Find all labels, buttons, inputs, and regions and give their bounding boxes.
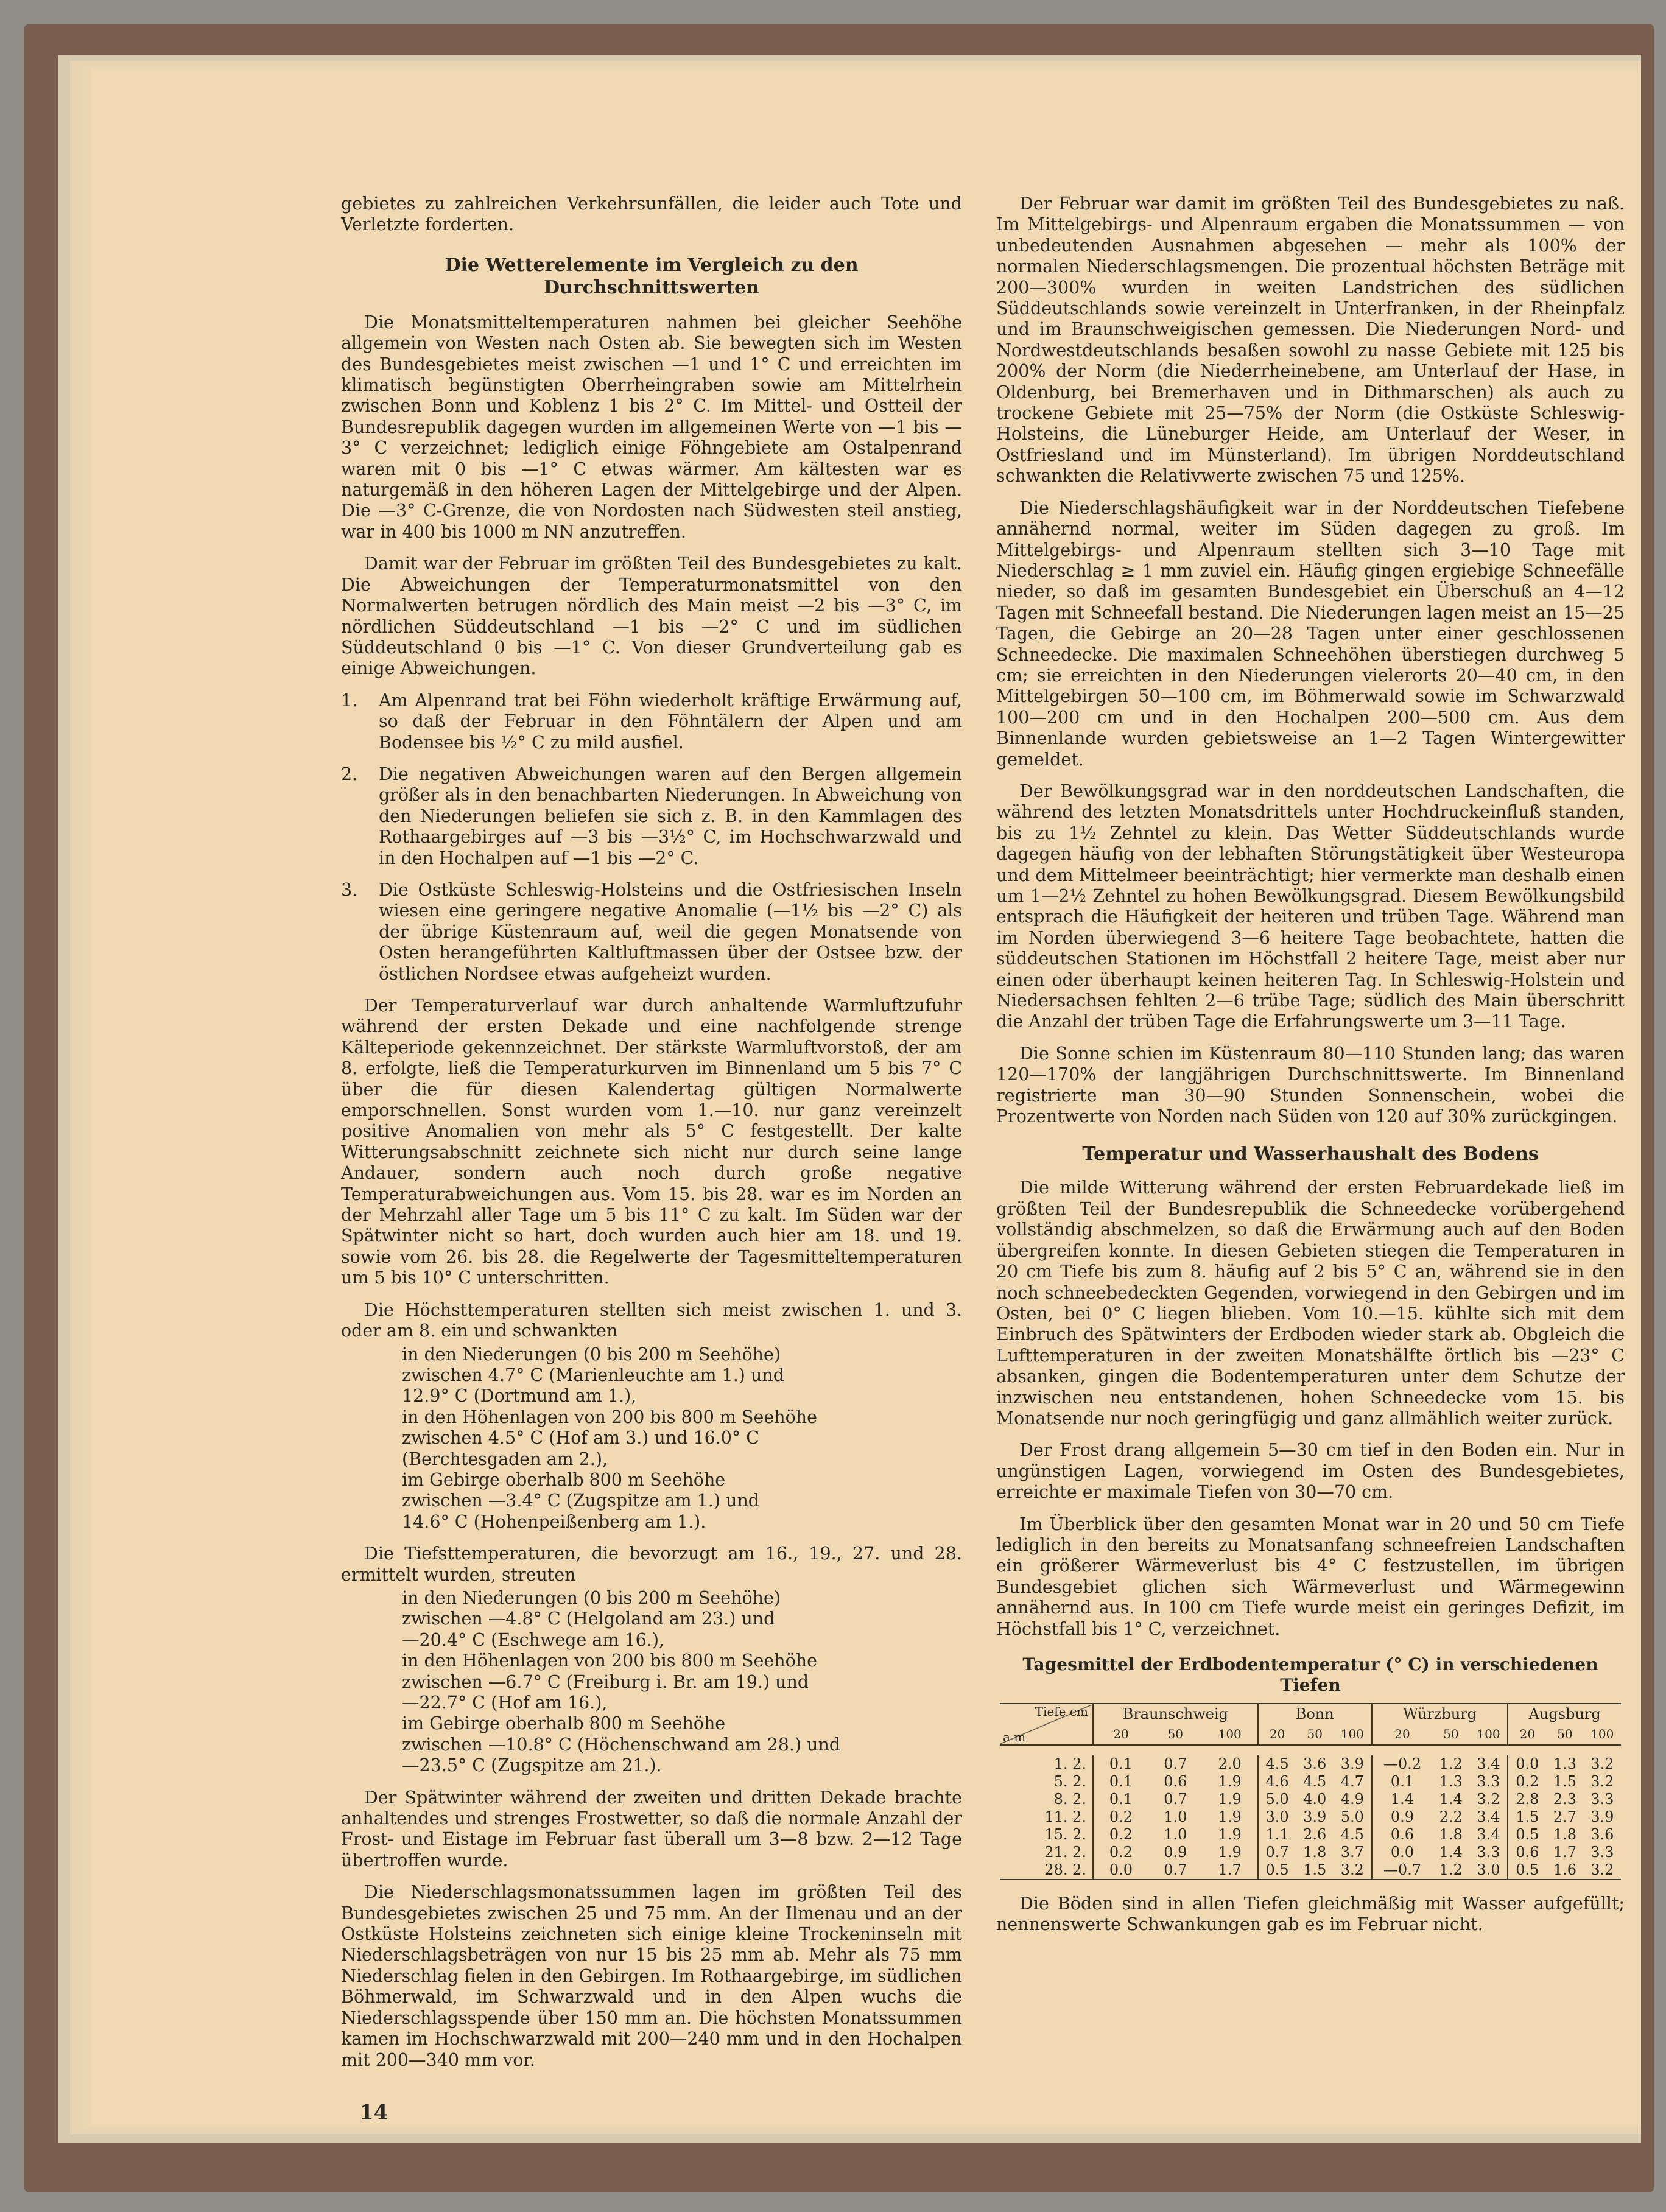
table-spacer xyxy=(1000,1745,1621,1755)
paragraph: Der Februar war damit im größten Teil des Bundesgebietes zu naß. Im Mittelgebirgs- und Alpenraum ergaben die Monatssummen — von unbedeutenden Ausnahmen abgesehen — mehr als 100% der normalen Niederschlagsmengen. Die prozentual höchsten Beträge mit 200—300% wurden in weiten Landstrichen des südlichen Süddeutschlands sowie vereinzelt in Unterfranken, in der Rheinpfalz und im Braunschweigischen gemessen. Die Niederungen Nord- und Nordwestdeutschlands besaßen sowohl zu nasse Gebiete mit 125 bis 200% der Norm (die Niederrheinebene, am Unterlauf der Hase, in Oldenburg, bei Bremerhaven und in Dithmarschen) als auch zu trockene Gebiete mit 25—75% der Norm (die Ostküste Schleswig-Holsteins, die Lüneburger Heide, am Unterlauf der Weser, in Ostfriesland und im Münsterland). Im übrigen Norddeutschland schwankten die Relativwerte zwischen 75 und 125%. xyxy=(996,194,1625,486)
temperature-cell: 4.7 xyxy=(1340,1773,1364,1790)
paragraph: Damit war der Februar im größten Teil des Bundesgebietes zu kalt. Die Abweichungen der Temperaturmonatsmittel von den Normalwerten betrugen nördlich des Main meist —2 bis —3° C, im nördlichen Süddeutschland —1 bis —2° C und im südlichen Süddeutschland 0 bis —1° C. Von dieser Grundverteilung gab es einige Abweichungen. xyxy=(341,553,962,679)
depth-header: 20 xyxy=(1093,1724,1148,1745)
temperature-cell: 0.0 xyxy=(1093,1861,1148,1880)
paragraph: Die Niederschlagshäufigkeit war in der Norddeutschen Tiefebene annähernd normal, weiter im Süden dagegen zu groß. Im Mittelgebirgs- und Alpenraum stellten sich 3—10 Tage mit Niederschlag ≥ 1 mm zuviel ein. Häufig gingen ergiebige Schneefälle nieder, so daß im gesamten Bundesgebiet ein Überschuß an 4—12 Tagen mit Schneefall bestand. Die Niederungen lagen meist an 15—25 Tagen, die Gebirge an 20—28 Tagen unter einer geschlossenen Schneedecke. Die maximalen Schneehöhen überstiegen durchweg 5 cm; sie erreichten in den Niederungen vielerorts 20—40 cm, in den Mittelgebirgen 50—100 cm, im Böhmerwald sowie im Schwarzwald 100—200 cm und in den Hochalpen 200—500 cm. Aus dem Binnenlande wurden gebietsweise an 1—2 Tagen Wintergewitter gemeldet. xyxy=(996,497,1625,770)
table-row xyxy=(1000,1808,1621,1826)
temperature-cell: 3.7 xyxy=(1340,1844,1364,1861)
temperature-cell: 3.6 xyxy=(1303,1755,1327,1772)
text-line: in den Niederungen (0 bis 200 m Seehöhe) xyxy=(402,1344,781,1364)
temperature-cell: 3.0 xyxy=(1258,1808,1296,1826)
temperature-cell: 4.9 xyxy=(1340,1791,1364,1808)
section-heading: Die Wetterelemente im Vergleich zu den Durchschnittswerten xyxy=(445,254,859,298)
temperature-cell: 3.2 xyxy=(1340,1861,1364,1878)
temperature-cell: 1.6 xyxy=(1553,1861,1576,1878)
depth-header: 20 xyxy=(1258,1724,1296,1745)
text-line: in den Niederungen (0 bis 200 m Seehöhe) xyxy=(402,1587,781,1608)
anomaly-list xyxy=(341,690,962,985)
text-line: im Gebirge oberhalb 800 m Seehöhe xyxy=(402,1469,726,1490)
temperature-cell: 2.0 xyxy=(1218,1755,1242,1772)
date-cell: 1. 2. xyxy=(1053,1755,1086,1772)
temperature-cell: 2.2 xyxy=(1439,1808,1463,1825)
temperature-cell: 0.5 xyxy=(1258,1861,1296,1880)
intro-paragraph: gebietes zu zahlreichen Verkehrsunfällen, die leider auch Tote und Verletzte forderten. xyxy=(341,194,962,235)
temperature-cell: 2.6 xyxy=(1303,1826,1327,1843)
section-heading: Temperatur und Wasserhaushalt des Bodens xyxy=(1082,1143,1539,1165)
temperature-cell: 1.8 xyxy=(1303,1844,1327,1861)
temperature-cell: 2.7 xyxy=(1553,1808,1576,1825)
temperature-cell: 5.0 xyxy=(1340,1808,1364,1825)
text-line: in den Höhenlagen von 200 bis 800 m Seehöhe xyxy=(402,1651,817,1671)
city-header: Braunschweig xyxy=(1093,1704,1258,1724)
temperature-cell: 3.4 xyxy=(1477,1755,1500,1772)
text-line: zwischen —10.8° C (Höchenschwand am 28.) und xyxy=(402,1734,841,1755)
temperature-cell: 0.1 xyxy=(1372,1773,1432,1791)
table-row xyxy=(1000,1773,1621,1791)
temperature-cell: 0.6 xyxy=(1372,1826,1432,1844)
temperature-cell: 0.7 xyxy=(1164,1861,1187,1878)
table-corner-header xyxy=(1000,1704,1093,1745)
temperature-cell: 1.9 xyxy=(1218,1808,1242,1825)
temperature-cell: —0.7 xyxy=(1372,1861,1432,1880)
paragraph: Die Monatsmitteltemperaturen nahmen bei gleicher Seehöhe allgemein von Westen nach Osten ab. Sie bewegten sich im Westen des Bundesgebietes meist zwischen —1 und 1° C und erreichten im klimatisch begünstigten Oberrheingraben sowie am Mittelrhein zwischen Bonn und Koblenz 1 bis 2° C. Im Mittel- und Ostteil der Bundesrepublik dagegen wurden im allgemeinen Werte von —1 bis —3° C verzeichnet; lediglich einige Föhngebiete am Ostalpenrand waren mit 0 bis —1° C etwas wärmer. Am kältesten war es naturgemäß in den höheren Lagen der Mittelgebirge und der Alpen. Die —3° C-Grenze, die von Nordosten nach Südwesten steil anstieg, war in 400 bis 1000 m NN anzutreffen. xyxy=(341,312,962,542)
text-line: zwischen 4.5° C (Hof am 3.) und 16.0° C xyxy=(402,1428,760,1448)
temperature-cell: 0.7 xyxy=(1164,1791,1187,1808)
temperature-cell: 0.2 xyxy=(1508,1773,1546,1791)
temperature-cell: 0.7 xyxy=(1164,1755,1187,1772)
temperature-cell: 0.2 xyxy=(1093,1844,1148,1861)
temperature-cell: 1.8 xyxy=(1439,1826,1463,1843)
table-row xyxy=(1000,1861,1621,1880)
text-line: 12.9° C (Dortmund am 1.), xyxy=(402,1386,637,1406)
temperature-cell: 1.4 xyxy=(1439,1844,1463,1861)
temperature-cell: 1.5 xyxy=(1303,1861,1327,1878)
text-line: im Gebirge oberhalb 800 m Seehöhe xyxy=(402,1713,726,1734)
text-line: zwischen —3.4° C (Zugspitze am 1.) und xyxy=(402,1490,760,1511)
temperature-cell: 3.2 xyxy=(1590,1755,1614,1772)
temperature-cell: 1.1 xyxy=(1258,1826,1296,1844)
temperature-cell: 4.5 xyxy=(1303,1773,1327,1790)
temperature-cell: 1.4 xyxy=(1372,1791,1432,1808)
temperature-cell: 0.2 xyxy=(1093,1808,1148,1826)
text-line: zwischen —6.7° C (Freiburg i. Br. am 19.) und xyxy=(402,1671,809,1692)
temperature-cell: 2.3 xyxy=(1553,1791,1576,1808)
temperature-cell: 1.5 xyxy=(1508,1808,1546,1826)
date-cell: 5. 2. xyxy=(1053,1773,1086,1790)
temperature-cell: —0.2 xyxy=(1372,1755,1432,1773)
temperature-cell: 2.8 xyxy=(1508,1791,1546,1808)
temperature-cell: 1.9 xyxy=(1218,1844,1242,1861)
corner-date-label: a m xyxy=(1003,1730,1026,1744)
temperature-cell: 0.9 xyxy=(1372,1808,1432,1826)
left-column xyxy=(341,194,962,2082)
temperature-cell: 0.6 xyxy=(1164,1773,1187,1790)
temperature-cell: 1.0 xyxy=(1164,1826,1187,1843)
temperature-cell: 0.7 xyxy=(1258,1844,1296,1861)
temperature-cell: 1.2 xyxy=(1439,1861,1463,1878)
temperature-cell: 3.9 xyxy=(1340,1755,1364,1772)
temperature-cell: 1.4 xyxy=(1439,1791,1463,1808)
temperature-cell: 1.3 xyxy=(1553,1755,1576,1772)
temperature-cell: 0.5 xyxy=(1508,1861,1546,1880)
temperature-cell: 1.2 xyxy=(1439,1755,1463,1772)
temperature-cell: 1.9 xyxy=(1218,1773,1242,1790)
temperature-cell: 3.6 xyxy=(1590,1826,1614,1843)
date-cell: 11. 2. xyxy=(1044,1808,1086,1825)
temperature-cell: 3.3 xyxy=(1477,1844,1500,1861)
temperature-cell: 5.0 xyxy=(1258,1791,1296,1808)
table-title: Tagesmittel der Erdbodentemperatur (° C) in verschiedenen Tiefen xyxy=(1022,1654,1598,1695)
list-item: 1. Am Alpenrand trat bei Föhn wiederholt kräftige Erwärmung auf, so daß der Februar in den Föhntälern der Alpen und am Bodensee bis ½° C zu mild ausfiel. xyxy=(341,690,962,753)
text-line: —20.4° C (Eschwege am 16.), xyxy=(402,1629,665,1650)
text-line: in den Höhenlagen von 200 bis 800 m Seehöhe xyxy=(402,1406,817,1427)
paragraph: Die milde Witterung während der ersten Februardekade ließ im größten Teil der Bundesrepublik die Schneedecke vorübergehend vollständig abschmelzen, so daß die Erwärmung auch auf den Boden übergreifen konnte. In diesen Gebieten stiegen die Temperaturen in 20 cm Tiefe bis zum 8. häufig auf 2 bis 5° C an, während sie in den noch schneebedeckten Gegenden, vorwiegend in den Gebirgen und im Osten, bei 0° C liegen blieben. Vom 10.—15. kühlte sich mit dem Einbruch des Spätwinters der Erdboden wieder stark ab. Obgleich die Lufttemperaturen in der zweiten Monatshälfte örtlich bis —23° C absanken, gingen die Bodentemperaturen unter dem Schutze der inzwischen neu entstandenen, hohen Schneedecke vom 15. bis Monatsende nur noch geringfügig und ganz allmählich weiter zurück. xyxy=(996,1178,1625,1428)
city-header: Würzburg xyxy=(1372,1704,1508,1724)
temperature-cell: 0.5 xyxy=(1508,1826,1546,1844)
temperature-cell: 0.0 xyxy=(1372,1844,1432,1861)
paragraph: Der Temperaturverlauf war durch anhaltende Warmluftzufuhr während der ersten Dekade und eine nachfolgende strenge Kälteperiode gekennzeichnet. Der stärkste Warmluftvorstoß, der am 8. erfolgte, ließ die Temperaturkurven im Binnenland um 5 bis 7° C über die für diesen Kalendertag gültigen Normalwerte emporschnellen. Sonst wurden vom 1.—10. nur ganz vereinzelt positive Anomalien von mehr als 5° C festgestellt. Der kalte Witterungsabschnitt zeichnete sich nicht nur durch seine lange Andauer, sondern auch noch durch große negative Temperaturabweichungen aus. Vom 15. bis 28. war es im Norden an der Mehrzahl aller Tage um 5 bis 11° C zu kalt. Im Süden war der Spätwinter nicht so hart, doch wurden auch hier am 18. und 19. sowie vom 26. bis 28. die Regelwerte der Tagesmitteltemperaturen um 5 bis 10° C unterschritten. xyxy=(341,995,962,1288)
table-body xyxy=(1000,1745,1621,1880)
temperature-cell: 4.5 xyxy=(1340,1826,1364,1843)
paragraph: Die Niederschlagsmonatssummen lagen im größten Teil des Bundesgebietes zwischen 25 und 75 mm. An der Ilmenau und an der Ostküste Holsteins zeichneten sich einige kleine Trockeninseln mit Niederschlagsbeträgen von nur 15 bis 25 mm ab. Mehr als 75 mm Niederschlag fielen in den Gebirgen. Im Rothaargebirge, im südlichen Böhmerwald, im Schwarzwald und in den Alpen wuchs die Niederschlagsspende über 150 mm an. Die höchsten Monatssummen kamen im Hochschwarzwald mit 200—240 mm und in den Hochalpen mit 200—340 mm vor. xyxy=(341,1882,962,2070)
table-row xyxy=(1000,1826,1621,1844)
table-row xyxy=(1000,1791,1621,1808)
temperature-cell: 1.5 xyxy=(1553,1773,1576,1790)
page-number: 14 xyxy=(359,2101,388,2125)
date-cell: 8. 2. xyxy=(1053,1791,1086,1808)
paragraph: Die Böden sind in allen Tiefen gleichmäßig mit Wasser aufgefüllt; nennenswerte Schwankungen gab es im Februar nicht. xyxy=(996,1894,1625,1935)
temperature-cell: 3.2 xyxy=(1477,1791,1500,1808)
temperature-cell: 3.2 xyxy=(1590,1861,1614,1878)
depth-header: 100 xyxy=(1477,1727,1500,1741)
temperature-cell: 1.0 xyxy=(1164,1808,1187,1825)
paragraph: Die Höchsttemperaturen stellten sich meist zwischen 1. und 3. oder am 8. ein und schwankten xyxy=(341,1299,962,1341)
temperature-cell: 0.1 xyxy=(1093,1773,1148,1791)
depth-header: 20 xyxy=(1372,1724,1432,1745)
temperature-cell: 1.7 xyxy=(1553,1844,1576,1861)
corner-depth-label: Tiefe cm xyxy=(1035,1704,1088,1719)
temperature-cell: 1.9 xyxy=(1218,1826,1242,1843)
city-header: Augsburg xyxy=(1508,1704,1621,1724)
paragraph: Der Spätwinter während der zweiten und dritten Dekade brachte anhaltendes und strenges Frostwetter, so daß die normale Anzahl der Frost- und Eistage im Februar fast überall um 3—8 bzw. 2—12 Tage übertroffen wurde. xyxy=(341,1787,962,1870)
date-cell: 15. 2. xyxy=(1044,1826,1086,1843)
paragraph: Im Überblick über den gesamten Monat war in 20 und 50 cm Tiefe lediglich in den bereits zu Monatsanfang schneefreien Landschaften ein größerer Wärmeverlust bis 4° C festzustellen, im übrigen Bundesgebiet glichen sich Wärmeverlust und Wärmegewinn annähernd aus. In 100 cm Tiefe wurde meist ein geringes Defizit, im Höchstfall bis 1° C, verzeichnet. xyxy=(996,1514,1625,1639)
temperature-cell: 4.5 xyxy=(1258,1755,1296,1773)
paragraph: Der Bewölkungsgrad war in den norddeutschen Landschaften, die während des letzten Monatsdrittels unter Hochdruckeinfluß standen, bis zu 1½ Zehntel zu klein. Das Wetter Süddeutschlands wurde dagegen häufig von der lebhaften Störungstätigkeit über Westeuropa und dem Mittelmeer beeinträchtigt; hier vermerkte man deshalb einen um 1—2½ Zehntel zu hohen Bewölkungsgrad. Diesem Bewölkungsbild entsprach die Häufigkeit der heiteren und trüben Tage. Während man im Norden überwiegend 3—6 heitere Tage beobachtete, hatten die süddeutschen Stationen im Höchstfall 2 heitere Tage, meist aber nur einen oder überhaupt keinen heiteren Tag. In Schleswig-Holstein und Niedersachsen fehlten 2—6 trübe Tage; südlich des Main überschritt die Anzahl der trüben Tage die Erfahrungswerte um 3—11 Tage. xyxy=(996,781,1625,1032)
temperature-cell: 0.1 xyxy=(1093,1755,1148,1773)
temperature-cell: 3.3 xyxy=(1590,1791,1614,1808)
temperature-cell: 1.7 xyxy=(1218,1861,1242,1878)
depth-header: 20 xyxy=(1508,1724,1546,1745)
depth-header: 50 xyxy=(1307,1727,1323,1741)
temperature-cell: 0.0 xyxy=(1508,1755,1546,1773)
paragraph: Die Sonne schien im Küstenraum 80—110 Stunden lang; das waren 120—170% der langjährigen Durchschnittswerte. Im Binnenland registrierte man 30—90 Stunden Sonnenschein, wobei die Prozentwerte von Norden nach Süden von 120 auf 30% zurückgingen. xyxy=(996,1043,1625,1127)
temperature-cell: 4.0 xyxy=(1303,1791,1327,1808)
soil-temperature-table xyxy=(1000,1703,1621,1880)
depth-header: 50 xyxy=(1557,1727,1573,1741)
right-column xyxy=(996,194,1625,1947)
text-line: zwischen —4.8° C (Helgoland am 23.) und xyxy=(402,1609,775,1629)
max-temp-lines xyxy=(402,1344,962,1533)
temperature-cell: 3.9 xyxy=(1303,1808,1327,1825)
temperature-cell: 3.4 xyxy=(1477,1808,1500,1825)
temperature-cell: 0.1 xyxy=(1093,1791,1148,1808)
list-item: 2. Die negativen Abweichungen waren auf den Bergen allgemein größer als in den benachbarten Niederungen. In Abweichung von den Niederungen beliefen sie sich z. B. in den Kammlagen des Rothaargebirges auf —3 bis —3½° C, im Hochschwarzwald und in den Hochalpen auf —1 bis —2° C. xyxy=(341,764,962,868)
temperature-cell: 1.3 xyxy=(1439,1773,1463,1790)
temperature-cell: 1.9 xyxy=(1218,1791,1242,1808)
temperature-cell: 3.9 xyxy=(1590,1808,1614,1825)
temperature-cell: 0.9 xyxy=(1164,1844,1187,1861)
depth-header: 100 xyxy=(1340,1727,1364,1741)
depth-header: 50 xyxy=(1167,1727,1184,1741)
temperature-cell: 3.2 xyxy=(1590,1773,1614,1790)
table-row xyxy=(1000,1844,1621,1861)
depth-header: 50 xyxy=(1443,1727,1459,1741)
date-cell: 28. 2. xyxy=(1044,1861,1086,1878)
temperature-cell: 3.3 xyxy=(1590,1844,1614,1861)
text-line: —23.5° C (Zugspitze am 21.). xyxy=(402,1755,662,1776)
temperature-cell: 3.4 xyxy=(1477,1826,1500,1843)
list-item: 3. Die Ostküste Schleswig-Holsteins und die Ostfriesischen Inseln wiesen eine geringere negative Anomalie (—1½ bis —2° C) als der übrige Küstenraum auf, weil die gegen Monatsende von Osten herangeführten Kaltluftmassen über der Ostsee bzw. der östlichen Nordsee etwas aufgeheizt wurden. xyxy=(341,879,962,984)
text-line: —22.7° C (Hof am 16.), xyxy=(402,1693,608,1713)
min-temp-lines xyxy=(402,1588,962,1777)
temperature-cell: 4.6 xyxy=(1258,1773,1296,1791)
paragraph: Die Tiefsttemperaturen, die bevorzugt am 16., 19., 27. und 28. ermittelt wurden, streuten xyxy=(341,1543,962,1585)
depth-header: 100 xyxy=(1218,1727,1242,1741)
temperature-cell: 1.8 xyxy=(1553,1826,1576,1843)
city-header: Bonn xyxy=(1258,1704,1372,1724)
text-line: 14.6° C (Hohenpeißenberg am 1.). xyxy=(402,1511,706,1532)
temperature-cell: 0.6 xyxy=(1508,1844,1546,1861)
temperature-cell: 3.0 xyxy=(1477,1861,1500,1878)
text-line: zwischen 4.7° C (Marienleuchte am 1.) und xyxy=(402,1364,784,1385)
date-cell: 21. 2. xyxy=(1044,1844,1086,1861)
text-line: (Berchtesgaden am 2.), xyxy=(402,1448,608,1469)
temperature-cell: 0.2 xyxy=(1093,1826,1148,1844)
table-row xyxy=(1000,1755,1621,1773)
temperature-cell: 3.3 xyxy=(1477,1773,1500,1790)
depth-header: 100 xyxy=(1590,1727,1614,1741)
paragraph: Der Frost drang allgemein 5—30 cm tief in den Boden ein. Nur in ungünstigen Lagen, vorwiegend im Osten des Bundesgebietes, erreichte er maximale Tiefen von 30—70 cm. xyxy=(996,1440,1625,1503)
